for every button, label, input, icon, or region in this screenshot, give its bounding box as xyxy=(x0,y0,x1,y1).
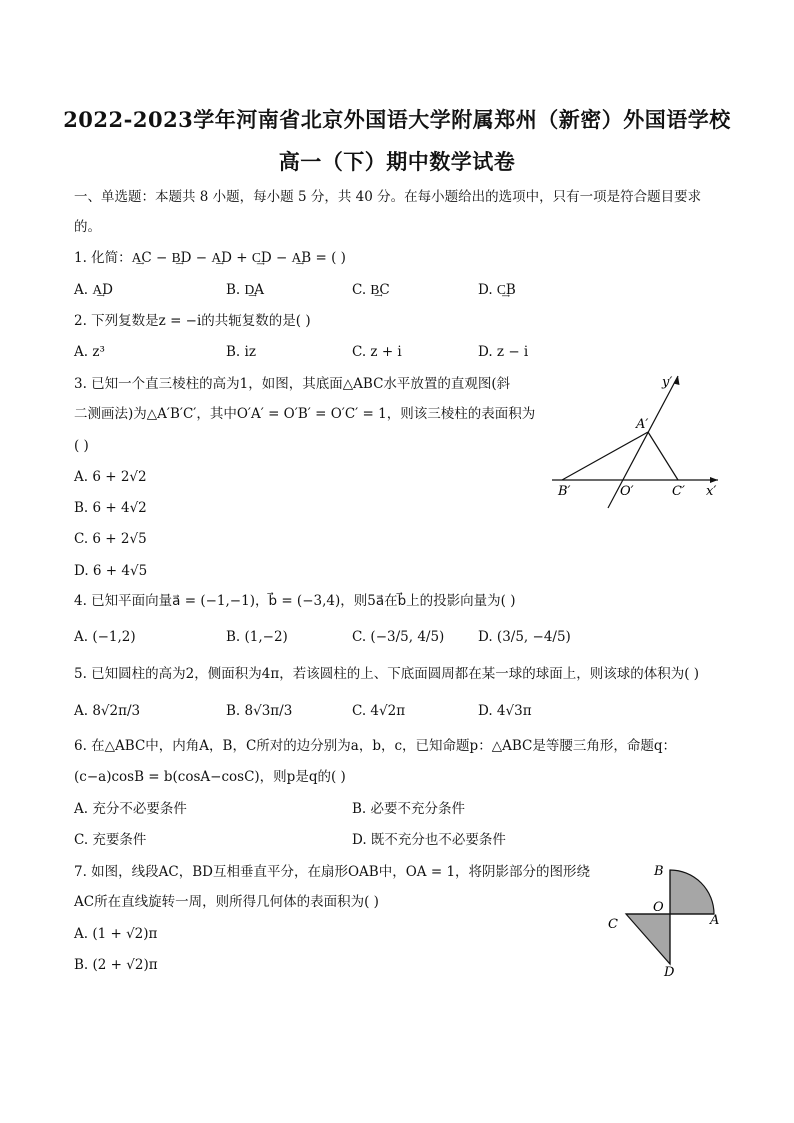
q1-stem: 1. 化简：A͢C − B͢D − A͢D + C͢D − A͢B = ( ) xyxy=(74,250,346,266)
q6-stem-line2: (c−a)cosB = b(cosA−cosC)，则p是q的( ) xyxy=(74,769,346,785)
exam-title-line2: 高一（下）期中数学试卷 xyxy=(278,149,516,174)
q7-stem-line2: AC所在直线旋转一周，则所得几何体的表面积为( ) xyxy=(74,894,379,910)
q6-option-c: C. 充要条件 xyxy=(74,832,147,848)
label-a: A xyxy=(710,913,720,928)
label-c: C′ xyxy=(672,484,685,499)
q4-stem: 4. 已知平面向量a⃗ = (−1,−1)，b⃗ = (−3,4)，则5a⃗在b⃗上的投影向量为( ) xyxy=(74,593,516,609)
label-o: O xyxy=(653,900,664,915)
q4-option-a: A. (−1,2) xyxy=(74,629,136,645)
q1-option-d: D. C͢B xyxy=(478,282,516,298)
q4-option-b: B. (1,−2) xyxy=(226,629,288,645)
exam-title-line1: 2022-2023学年河南省北京外国语大学附属郑州（新密）外国语学校 xyxy=(63,107,731,132)
q3-option-d: D. 6 + 4√5 xyxy=(74,563,148,579)
label-b: B xyxy=(654,864,664,879)
label-y: y′ xyxy=(662,375,673,390)
q5-option-d: D. 4√3π xyxy=(478,703,532,719)
q2-option-d: D. z − i xyxy=(478,344,529,360)
q3-stem-line1: 3. 已知一个直三棱柱的高为1，如图，其底面△ABC水平放置的直观图(斜 xyxy=(74,376,511,392)
q7-option-a: A. (1 + √2)π xyxy=(74,926,158,942)
y-axis-arrow xyxy=(674,376,680,385)
q3-stem-line3: ( ) xyxy=(74,438,89,454)
q7-sector-figure xyxy=(600,860,730,980)
shaded-sector xyxy=(670,870,714,914)
q6-option-a: A. 充分不必要条件 xyxy=(74,801,187,817)
q6-option-d: D. 既不充分也不必要条件 xyxy=(352,832,506,848)
q2-option-a: A. z³ xyxy=(74,344,105,360)
q5-option-b: B. 8√3π/3 xyxy=(226,703,293,719)
q3-option-b: B. 6 + 4√2 xyxy=(74,500,147,516)
q5-stem: 5. 已知圆柱的高为2，侧面积为4π，若该圆柱的上、下底面圆周都在某一球的球面上，则该球的体积为( ) xyxy=(74,666,700,682)
q3-stem-line2: 二测画法)为△A′B′C′，其中O′A′ = O′B′ = O′C′ = 1，则该三棱柱的表面积为 xyxy=(74,406,536,422)
q1-option-a: A. A͢D xyxy=(74,282,113,298)
shaded-triangle xyxy=(626,914,670,964)
q3-oblique-view-figure xyxy=(552,368,732,518)
q2-option-c: C. z + i xyxy=(352,344,402,360)
q2-stem: 2. 下列复数是z = −i的共轭复数的是( ) xyxy=(74,313,311,329)
q6-stem-line1: 6. 在△ABC中，内角A，B，C所对的边分别为a，b，c，已知命题p：△ABC是等腰三角形，命题q： xyxy=(74,738,676,754)
section-heading-cont: 的。 xyxy=(74,219,101,235)
section-heading: 一、单选题：本题共 8 小题，每小题 5 分，共 40 分。在每小题给出的选项中，只有一项是符合题目要求 xyxy=(74,189,702,205)
label-a: A′ xyxy=(636,417,649,432)
label-o: O′ xyxy=(620,484,634,499)
y-axis xyxy=(608,376,678,508)
label-c: C xyxy=(608,917,618,932)
label-d: D xyxy=(664,965,675,980)
q6-option-b: B. 必要不充分条件 xyxy=(352,801,466,817)
label-b: B′ xyxy=(558,484,571,499)
q1-option-b: B. D͢A xyxy=(226,282,265,298)
q3-option-a: A. 6 + 2√2 xyxy=(74,469,147,485)
q2-option-b: B. iz xyxy=(226,344,256,360)
q4-option-d: D. (3/5, −4/5) xyxy=(478,629,571,645)
q4-option-c: C. (−3/5, 4/5) xyxy=(352,629,445,645)
label-x: x′ xyxy=(706,484,717,499)
q7-option-b: B. (2 + √2)π xyxy=(74,957,158,973)
q5-option-a: A. 8√2π/3 xyxy=(74,703,141,719)
q5-option-c: C. 4√2π xyxy=(352,703,406,719)
q3-option-c: C. 6 + 2√5 xyxy=(74,531,147,547)
q1-option-c: C. B͢C xyxy=(352,282,390,298)
q7-stem-line1: 7. 如图，线段AC，BD互相垂直平分，在扇形OAB中，OA = 1，将阴影部分的图形绕 xyxy=(74,864,591,880)
segment-a-c xyxy=(648,432,678,480)
x-axis-arrow xyxy=(710,477,718,483)
